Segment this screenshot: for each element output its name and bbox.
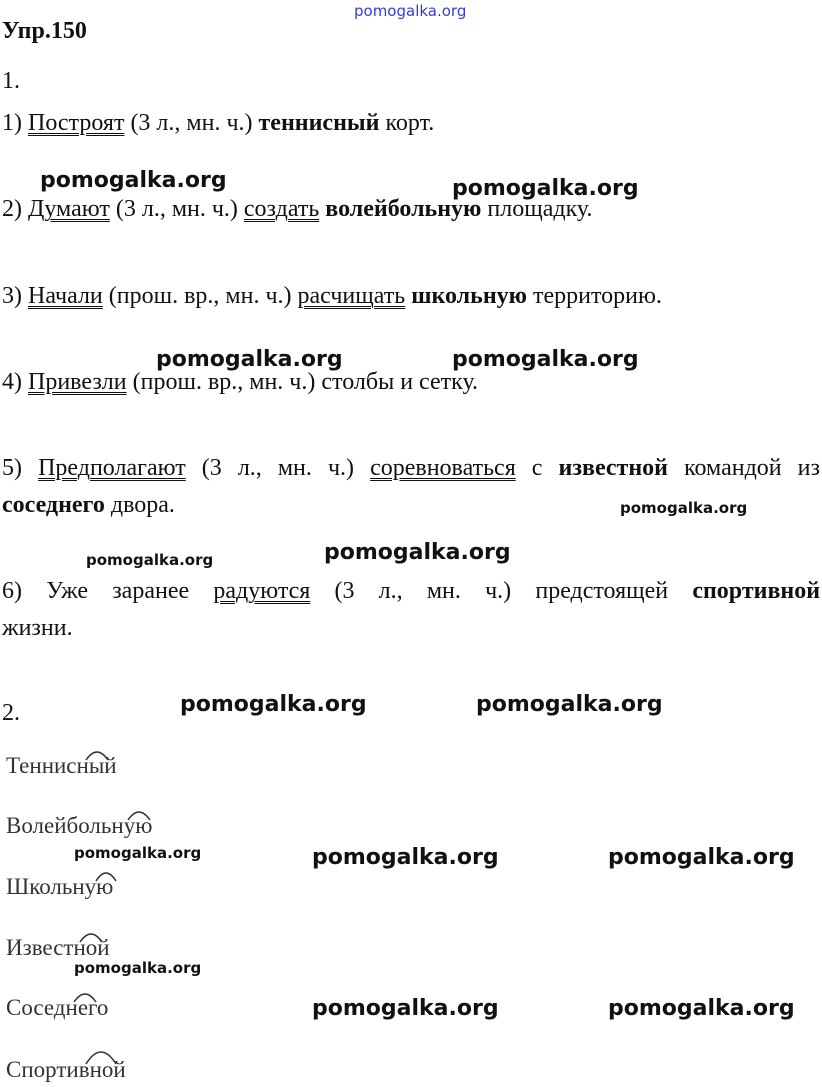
grammar-note: (3 л., мн. ч.) [130, 110, 253, 136]
grammar-note: (3 л., мн. ч.) [201, 455, 355, 481]
sentence-rest: жизни. [2, 615, 73, 641]
watermark: pomogalka.org [156, 347, 343, 372]
sentence-rest: командой из [684, 455, 821, 481]
predicate: Построят [28, 110, 125, 136]
watermark: pomogalka.org [324, 540, 511, 565]
grammar-note: (прош. вр., мн. ч.) [132, 369, 316, 395]
predicate: Предполагают [38, 455, 186, 481]
sentence-5-line-1 [2, 455, 820, 482]
watermark: pomogalka.org [86, 551, 214, 569]
sentence-rest: территорию. [533, 283, 662, 309]
morpheme-word-5: Соседнего [6, 995, 109, 1020]
sentence-rest: площадку. [487, 196, 593, 222]
watermark: pomogalka.org [608, 845, 795, 870]
suffix-arc-4 [80, 934, 102, 942]
sentence-mid: предстоящей [535, 578, 669, 604]
part1-number: 1. [2, 68, 20, 94]
sentence-6-line-2 [2, 615, 73, 642]
morpheme-word-4: Известной [6, 935, 110, 960]
watermark: pomogalka.org [74, 844, 202, 862]
grammar-note: (3 л., мн. ч.) [334, 578, 512, 604]
predicate: Думают [28, 196, 110, 222]
sentence-num: 3) [2, 283, 22, 309]
morpheme-word-1: Теннисный [6, 753, 117, 778]
watermark: pomogalka.org [74, 959, 202, 977]
adjective: школьную [411, 283, 527, 309]
sentence-num: 5) [2, 455, 22, 481]
morpheme-word-3: Школьную [6, 874, 114, 899]
predicate: Привезли [28, 369, 127, 395]
watermark: pomogalka.org [180, 692, 367, 717]
suffix-marks [0, 740, 200, 1080]
exercise-title: Упр.150 [2, 18, 87, 44]
sentence-3 [2, 283, 662, 310]
site-link[interactable]: pomogalka.org [354, 2, 467, 20]
adjective: спортивной [692, 578, 821, 604]
sentence-rest: двора. [110, 492, 175, 518]
grammar-note: (3 л., мн. ч.) [115, 196, 238, 222]
preposition: с [531, 455, 543, 481]
sentence-num: 1) [2, 110, 22, 136]
sentence-rest: столбы и сетку. [321, 369, 479, 395]
infinitive: соревноваться [370, 455, 516, 481]
sentence-num: 4) [2, 369, 22, 395]
watermark: pomogalka.org [452, 347, 639, 372]
sentence-num: 6) [2, 578, 22, 604]
suffix-arc-6 [86, 1052, 116, 1064]
predicate: радуются [213, 578, 311, 604]
predicate: Начали [28, 283, 103, 309]
sentence-start: Уже заранее [46, 578, 190, 604]
infinitive: расчищать [297, 283, 406, 309]
morpheme-word-2: Волейбольную [6, 813, 153, 838]
suffix-arc-5 [74, 994, 96, 1002]
sentence-5-line-2 [2, 492, 175, 519]
infinitive: создать [243, 196, 320, 222]
grammar-note: (прош. вр., мн. ч.) [108, 283, 292, 309]
watermark: pomogalka.org [608, 996, 795, 1021]
adjective: теннисный [258, 110, 380, 136]
watermark: pomogalka.org [312, 996, 499, 1021]
sentence-4 [2, 369, 478, 396]
adjective: соседнего [2, 492, 105, 518]
suffix-arc-2 [128, 812, 150, 820]
suffix-arc-3 [96, 873, 116, 881]
sentence-num: 2) [2, 196, 22, 222]
morpheme-word-6: Спортивной [6, 1057, 126, 1082]
watermark: pomogalka.org [620, 499, 748, 517]
sentence-6-line-1 [2, 578, 820, 605]
watermark: pomogalka.org [476, 692, 663, 717]
sentence-rest: корт. [385, 110, 435, 136]
suffix-arc-1 [86, 752, 108, 760]
sentence-1 [2, 110, 434, 137]
adjective: волейбольную [325, 196, 482, 222]
watermark: pomogalka.org [40, 168, 227, 193]
part2-number: 2. [2, 700, 20, 726]
watermark: pomogalka.org [452, 176, 639, 201]
watermark: pomogalka.org [312, 845, 499, 870]
adjective: известной [558, 455, 668, 481]
